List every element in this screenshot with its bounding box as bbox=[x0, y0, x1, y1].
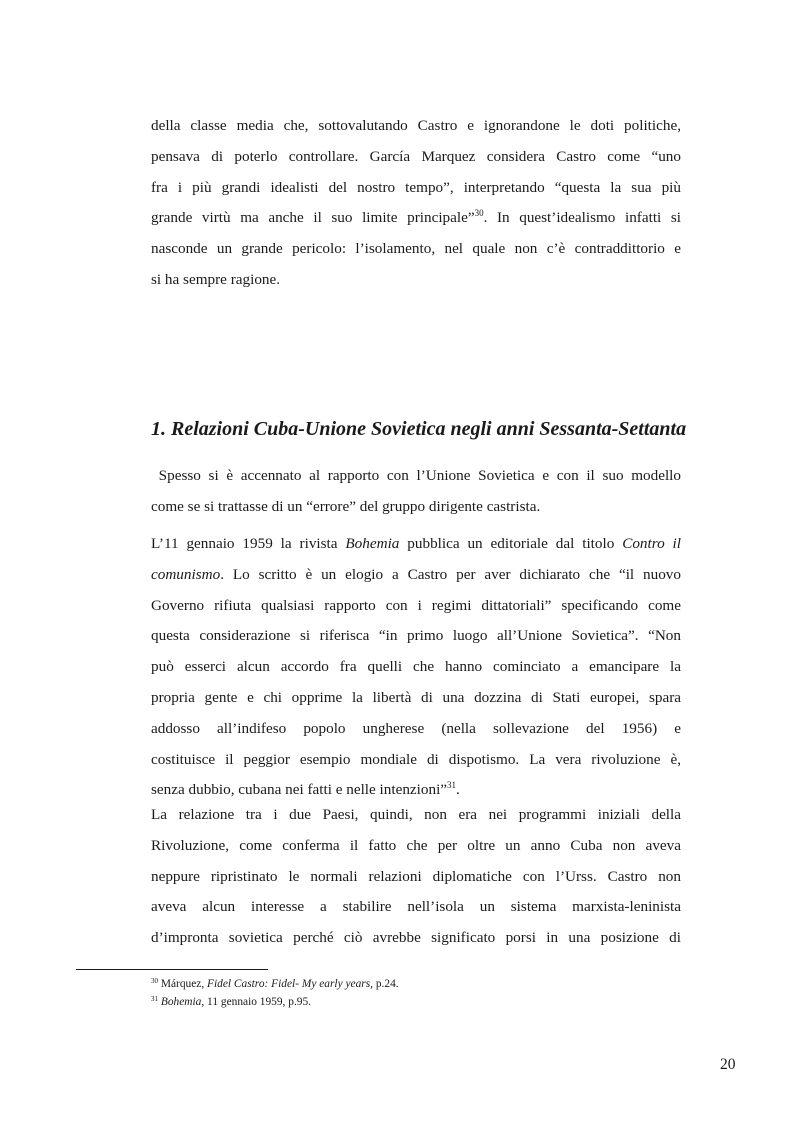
footnote-text: , p.24. bbox=[370, 978, 399, 990]
footnote-number: 31 bbox=[151, 995, 158, 1003]
section-heading: 1. Relazioni Cuba-Unione Sovietica negli anni Sessanta-Settanta bbox=[151, 418, 687, 440]
text-line: pensava di poterlo controllare. García Marquez considera Castro come “uno bbox=[151, 147, 681, 165]
journal-title: Bohemia bbox=[345, 535, 400, 552]
text-line: fra i più grandi idealisti del nostro tempo”, interpretando “questa la sua più bbox=[151, 178, 681, 196]
footnote-text: Márquez, bbox=[158, 978, 208, 990]
text-line: neppure ripristinato le normali relazioni diplomatiche con l’Urss. Castro non bbox=[151, 867, 681, 885]
text-line bbox=[151, 529, 681, 560]
text-segment: . bbox=[456, 781, 460, 799]
journal-title: Bohemia bbox=[160, 996, 202, 1008]
text-line: nasconde un grande pericolo: l’isolamento, nel quale non c’è contraddittorio e bbox=[151, 240, 681, 258]
paragraph-4 bbox=[151, 800, 681, 954]
text-line: Rivoluzione, come conferma il fatto che per oltre un anno Cuba non aveva bbox=[151, 836, 681, 854]
text-line: questa considerazione si riferisca “in primo luogo all’Unione Sovietica”. “Non bbox=[151, 627, 681, 645]
article-title: Contro il bbox=[622, 535, 681, 552]
text-segment: L’11 gennaio 1959 la rivista bbox=[151, 535, 346, 552]
text-line: della classe media che, sottovalutando Castro e ignorandone le doti politiche, bbox=[151, 117, 681, 134]
text-segment: grande virtù ma anche il suo limite principale” bbox=[151, 209, 475, 227]
book-title: Fidel Castro: Fidel- My early years bbox=[207, 978, 371, 990]
text-line: La relazione tra i due Paesi, quindi, non era nei programmi iniziali della bbox=[151, 806, 681, 823]
paragraph-3 bbox=[151, 529, 681, 806]
footnote-31 bbox=[151, 996, 311, 1008]
text-line: come se si trattasse di un “errore” del gruppo dirigente castrista. bbox=[151, 497, 541, 515]
footnote-ref-31[interactable]: 31 bbox=[447, 780, 457, 791]
text-segment: pubblica un editoriale dal titolo bbox=[399, 535, 623, 552]
text-line: addosso all’indifeso popolo ungherese (nella sollevazione del 1956) e bbox=[151, 719, 681, 737]
text-line: può esserci alcun accordo fra quelli che hanno cominciato a emancipare la bbox=[151, 658, 681, 676]
text-line: aveva alcun interesse a stabilire nell’isola un sistema marxista-leninista bbox=[151, 898, 681, 916]
paragraph-1 bbox=[151, 111, 681, 296]
text-segment: . In quest’idealismo infatti si bbox=[483, 209, 681, 227]
paragraph-2 bbox=[151, 461, 681, 523]
text-line: si ha sempre ragione. bbox=[151, 270, 281, 288]
text-line bbox=[151, 560, 681, 591]
text-line: Spesso si è accennato al rapporto con l’Unione Sovietica e con il suo modello bbox=[151, 467, 681, 484]
footnote-text: , 11 gennaio 1959, p.95. bbox=[201, 996, 312, 1008]
page-number: 20 bbox=[720, 1056, 736, 1073]
footnote-separator bbox=[76, 969, 268, 970]
text-line: d’impronta sovietica perché ciò avrebbe significato porsi in una posizione di bbox=[151, 929, 681, 947]
text-segment: senza dubbio, cubana nei fatti e nelle intenzioni” bbox=[151, 781, 448, 799]
text-line: costituisce il peggior esempio mondiale di dispotismo. La vera rivoluzione è, bbox=[151, 750, 681, 768]
footnote-ref-30[interactable]: 30 bbox=[474, 208, 484, 219]
footnote-number: 30 bbox=[151, 977, 158, 985]
text-segment: . Lo scritto è un elogio a Castro per aver dichiarato che “il nuovo bbox=[220, 565, 681, 583]
article-title: comunismo bbox=[151, 565, 221, 583]
text-line bbox=[151, 203, 681, 234]
text-line: propria gente e chi opprime la libertà di una dozzina di Stati europei, spara bbox=[151, 688, 681, 706]
text-line: Governo rifiuta qualsiasi rapporto con i regimi dittatoriali” specificando come bbox=[151, 596, 681, 614]
footnote-30 bbox=[151, 978, 399, 990]
